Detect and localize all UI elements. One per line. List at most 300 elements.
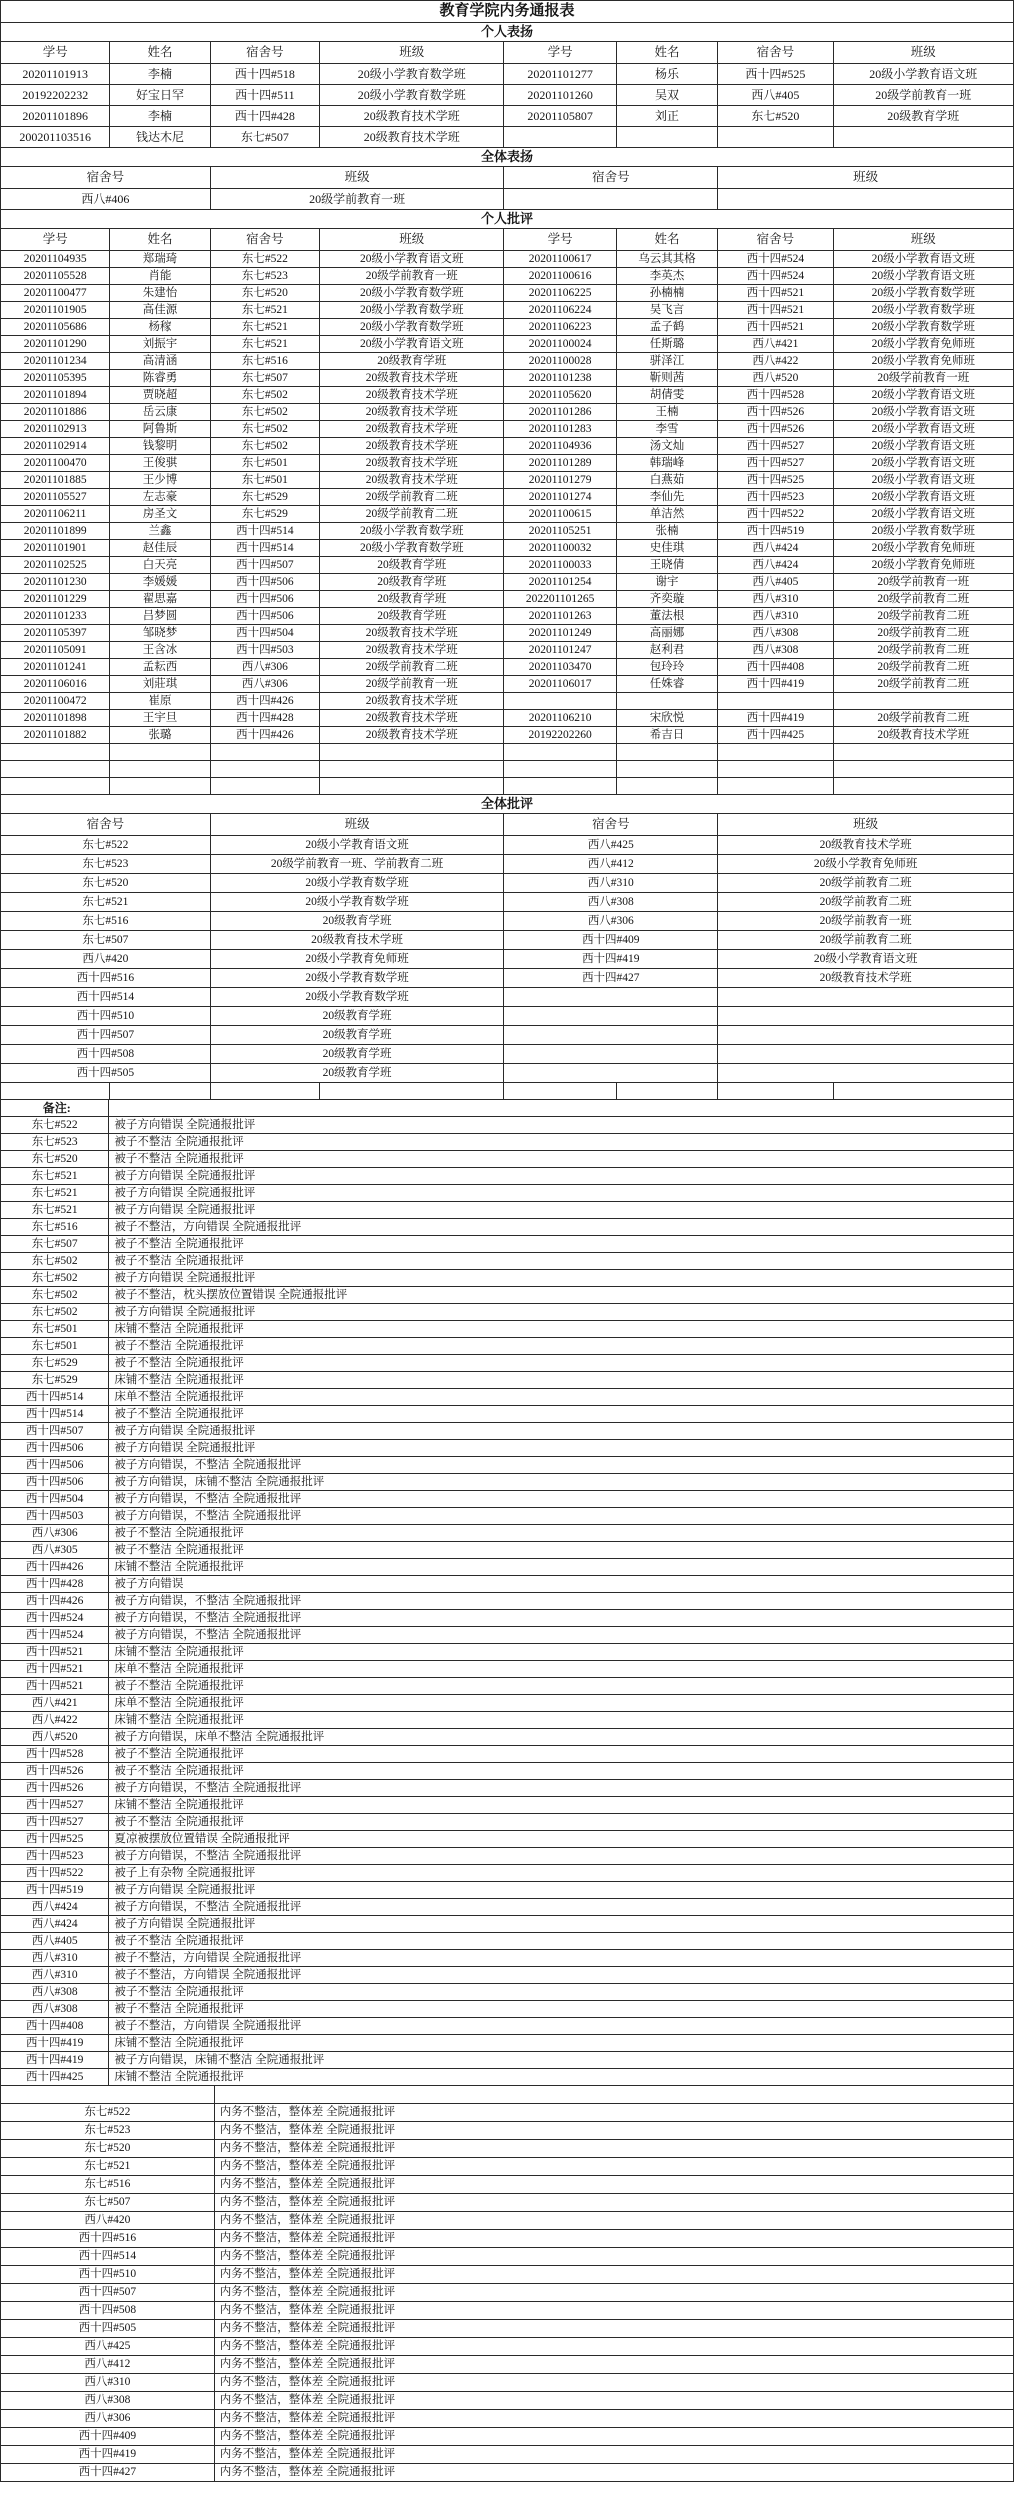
cell: 20201101905 [1,302,110,319]
table-row [1,1627,1014,1644]
cell: 西十四#519 [718,523,833,540]
header-cell: 宿舍号 [504,167,718,189]
cell: 20级小学教育数学班 [320,319,504,336]
header-cell: 班级 [320,42,504,64]
cell: 西十四#508 [1,2302,215,2320]
cell: 床单不整洁 全院通报批评 [109,1389,1014,1406]
cell: 西八#520 [718,370,833,387]
cell: 被子不整洁，方向错误 全院通报批评 [109,1967,1014,1984]
cell: 东七#520 [1,874,211,893]
cell: 20级学前教育二班 [833,591,1013,608]
table-row [1,2464,1014,2482]
cell: 西十四#510 [1,1007,211,1026]
table-row [1,778,1014,795]
cell: 西十四#514 [1,1389,109,1406]
cell: 20201101882 [1,727,110,744]
table-row [1,1007,1014,1026]
header-cell: 学号 [1,229,110,251]
cell: 西十四#419 [1,2446,215,2464]
cell: 被子不整洁 全院通报批评 [109,1763,1014,1780]
table-row [1,370,1014,387]
cell: 被子方向错误 全院通报批评 [109,1117,1014,1134]
cell: 20201102525 [1,557,110,574]
table-row [1,2069,1014,2086]
cell: 20级教育技术学班 [320,727,504,744]
cell: 东七#502 [1,1270,109,1287]
cell: 赵佳辰 [110,540,210,557]
cell: 20201101898 [1,710,110,727]
header-cell: 姓名 [616,229,717,251]
cell: 阿鲁斯 [110,421,210,438]
cell: 齐奕璇 [616,591,717,608]
table-row [1,2446,1014,2464]
cell: 孟子鹤 [616,319,717,336]
cell: 杨乐 [616,64,717,85]
cell: 20级学前教育二班 [833,710,1013,727]
cell: 吴双 [616,85,717,106]
cell: 20级学前教育二班 [833,642,1013,659]
cell: 20级学前教育一班 [320,676,504,693]
cell: 汤文灿 [616,438,717,455]
cell: 被子方向错误 全院通报批评 [109,1916,1014,1933]
table-row [1,642,1014,659]
cell: 西十四#514 [210,523,319,540]
cell: 王宇旦 [110,710,210,727]
table-row [1,893,1014,912]
cell: 内务不整洁，整体差 全院通报批评 [214,2320,1013,2338]
cell: 王含冰 [110,642,210,659]
cell: 西十四#428 [210,106,319,127]
cell: 20201101894 [1,387,110,404]
cell [718,778,833,795]
cell: 胡倩雯 [616,387,717,404]
header-cell: 姓名 [110,42,210,64]
table-row [1,1848,1014,1865]
cell: 东七#520 [1,1151,109,1168]
cell: 西十四#506 [1,1457,109,1474]
table-row [1,2194,1014,2212]
table-row [1,1763,1014,1780]
header-cell: 宿舍号 [718,229,833,251]
cell: 西八#306 [210,659,319,676]
table-row [1,1045,1014,1064]
table-row [1,1593,1014,1610]
cell: 被子不整洁，方向错误 全院通报批评 [109,2018,1014,2035]
cell: 董法根 [616,608,717,625]
table-row [1,1865,1014,1882]
table-row [1,2158,1014,2176]
cell: 西十四#419 [1,2052,109,2069]
cell: 20级小学教育语文班 [833,268,1013,285]
cell [718,1026,1014,1045]
cell: 东七#521 [210,336,319,353]
cell: 20级学前教育一班 [210,189,504,210]
cell: 被子不整洁 全院通报批评 [109,1236,1014,1253]
cell: 夏凉被摆放位置错误 全院通报批评 [109,1831,1014,1848]
cell: 内务不整洁，整体差 全院通报批评 [214,2392,1013,2410]
cell [210,761,319,778]
cell: 西十四#503 [210,642,319,659]
cell: 东七#516 [1,1219,109,1236]
cell: 20201101254 [504,574,616,591]
cell: 被子方向错误 全院通报批评 [109,1202,1014,1219]
cell: 东七#523 [210,268,319,285]
cell [504,1083,616,1100]
cell: 20201101899 [1,523,110,540]
cell: 内务不整洁，整体差 全院通报批评 [214,2284,1013,2302]
cell: 东七#529 [1,1355,109,1372]
cell: 被子方向错误，床铺不整洁 全院通报批评 [109,1474,1014,1491]
cell: 20201104936 [504,438,616,455]
cell: 兰鑫 [110,523,210,540]
table-row [1,251,1014,268]
table-row [1,1270,1014,1287]
cell: 20级小学教育语文班 [833,472,1013,489]
header-row [1,229,1014,251]
cell [110,744,210,761]
cell: 20201100033 [504,557,616,574]
cell: 西十四#526 [718,404,833,421]
cell: 20201106225 [504,285,616,302]
table-row [1,106,1014,127]
cell: 20级教育学班 [320,574,504,591]
remarks-label-table [0,1099,1014,1117]
cell: 20级教育技术学班 [718,836,1014,855]
header-row [1,814,1014,836]
cell: 贾晓超 [110,387,210,404]
cell: 王晓倩 [616,557,717,574]
table-row [1,1559,1014,1576]
cell: 西十四#523 [1,1848,109,1865]
cell: 被子方向错误，不整洁 全院通报批评 [109,1899,1014,1916]
cell: 钱黎明 [110,438,210,455]
cell: 西十四#425 [718,727,833,744]
cell: 20级学前教育一班 [833,370,1013,387]
table-row [1,1168,1014,1185]
cell [210,744,319,761]
cell: 20201102914 [1,438,110,455]
cell: 20级小学教育语文班 [833,404,1013,421]
cell: 西八#425 [1,2338,215,2356]
table-row [1,387,1014,404]
cell: 20级学前教育一班、学前教育二班 [210,855,504,874]
cell: 西八#310 [1,2374,215,2392]
cell: 西十四#516 [1,2230,215,2248]
cell: 被子方向错误 全院通报批评 [109,1270,1014,1287]
cell: 床铺不整洁 全院通报批评 [109,2035,1014,2052]
cell: 内务不整洁，整体差 全院通报批评 [214,2248,1013,2266]
cell: 20级教育学班 [210,1045,504,1064]
cell: 东七#502 [210,438,319,455]
cell: 西八#306 [1,1525,109,1542]
cell: 20级教育学班 [210,912,504,931]
header-row [1,42,1014,64]
cell: 20201100615 [504,506,616,523]
cell: 西十四#507 [1,2284,215,2302]
cell [110,778,210,795]
table-row [1,1525,1014,1542]
table-row [1,540,1014,557]
table-row [1,489,1014,506]
cell: 西十四#527 [718,438,833,455]
cell: 西十四#516 [1,969,211,988]
cell: 床铺不整洁 全院通报批评 [109,1797,1014,1814]
cell: 左志豪 [110,489,210,506]
table-row [1,1678,1014,1695]
cell: 西八#310 [718,608,833,625]
cell: 20201102913 [1,421,110,438]
cell: 李英杰 [616,268,717,285]
cell: 内务不整洁，整体差 全院通报批评 [214,2104,1013,2122]
cell [718,1083,833,1100]
cell: 被子方向错误，不整洁 全院通报批评 [109,1491,1014,1508]
cell: 20201100617 [504,251,616,268]
cell: 20201106211 [1,506,110,523]
cell: 20级学前教育二班 [718,874,1014,893]
cell: 20级教育技术学班 [320,455,504,472]
remarks-label-row [1,1100,1014,1117]
cell [718,1045,1014,1064]
cell: 20级小学教育数学班 [833,319,1013,336]
table-row [1,1661,1014,1678]
cell: 内务不整洁，整体差 全院通报批评 [214,2428,1013,2446]
cell: 20201106210 [504,710,616,727]
cell: 任斯璐 [616,336,717,353]
cell [616,127,717,148]
table-row [1,1117,1014,1134]
table-row [1,836,1014,855]
cell: 西十四#521 [1,1661,109,1678]
cell: 20级学前教育二班 [320,506,504,523]
cell: 西十四#525 [718,64,833,85]
table-row [1,1253,1014,1270]
cell: 杨稼 [110,319,210,336]
cell: 东七#523 [1,855,211,874]
cell [616,744,717,761]
cell: 房圣文 [110,506,210,523]
table-row [1,1287,1014,1304]
cell: 20201100616 [504,268,616,285]
cell: 被子方向错误 全院通报批评 [109,1423,1014,1440]
cell: 东七#516 [1,2176,215,2194]
table-row [1,1202,1014,1219]
cell: 内务不整洁，整体差 全院通报批评 [214,2230,1013,2248]
cell: 床铺不整洁 全院通报批评 [109,1712,1014,1729]
cell: 张楠 [616,523,717,540]
cell: 被子方向错误 全院通报批评 [109,1882,1014,1899]
cell: 西十四#527 [1,1814,109,1831]
table-row [1,874,1014,893]
table-row [1,523,1014,540]
cell [504,693,616,710]
cell: 宋欣悦 [616,710,717,727]
cell: 东七#529 [210,489,319,506]
table-row [1,1321,1014,1338]
table-row [1,912,1014,931]
table-row [1,608,1014,625]
table-row [1,1814,1014,1831]
table-row [1,1933,1014,1950]
cell: 20级教育学班 [320,353,504,370]
table-row [1,1797,1014,1814]
cell [504,988,718,1007]
cell: 西十四#409 [504,931,718,950]
cell: 20级学前教育一班 [320,268,504,285]
cell: 西八#310 [504,874,718,893]
cell [718,189,1014,210]
cell: 内务不整洁，整体差 全院通报批评 [214,2140,1013,2158]
table-row [1,1746,1014,1763]
table-row [1,744,1014,761]
cell: 东七#507 [1,1236,109,1253]
cell: 西十四#504 [1,1491,109,1508]
table-row [1,1644,1014,1661]
cell: 西八#308 [1,2392,215,2410]
cell: 西八#306 [504,912,718,931]
cell: 20级小学教育数学班 [210,893,504,912]
cell: 20级教育技术学班 [320,625,504,642]
cell: 20级小学教育免师班 [210,950,504,969]
cell: 西十四#505 [1,2320,215,2338]
header-cell: 学号 [504,42,616,64]
table-row [1,421,1014,438]
page-title: 教育学院内务通报表 [0,0,1014,23]
cell: 20级小学教育数学班 [320,523,504,540]
cell: 乌云其其格 [616,251,717,268]
cell: 20级小学教育语文班 [833,506,1013,523]
cell [833,693,1013,710]
cell [504,1026,718,1045]
cell: 被子方向错误，不整洁 全院通报批评 [109,1780,1014,1797]
cell: 20级小学教育数学班 [320,285,504,302]
cell [833,1083,1013,1100]
cell: 20201101289 [504,455,616,472]
cell: 李楠 [110,106,210,127]
cell: 西十四#504 [210,625,319,642]
cell [1,778,110,795]
cell: 20级小学教育语文班 [833,387,1013,404]
group-praise-table [0,166,1014,210]
table-row [1,1372,1014,1389]
cell: 西十四#524 [1,1610,109,1627]
cell: 李仙先 [616,489,717,506]
cell: 20201101286 [504,404,616,421]
cell: 西十四#521 [718,319,833,336]
table-row [1,2035,1014,2052]
cell: 20201105527 [1,489,110,506]
cell [833,778,1013,795]
cell: 西十四#419 [718,710,833,727]
table-row [1,1916,1014,1933]
cell: 东七#523 [1,1134,109,1151]
cell [718,744,833,761]
section-title-group-criticism: 全体批评 [0,794,1014,814]
cell: 西十四#507 [210,557,319,574]
cell: 20201101290 [1,336,110,353]
cell: 白燕茹 [616,472,717,489]
cell [504,778,616,795]
cell: 西十四#427 [1,2464,215,2482]
cell: 西十四#506 [210,574,319,591]
table-row [1,1508,1014,1525]
section-title-individual-praise: 个人表扬 [0,22,1014,42]
cell: 西八#412 [1,2356,215,2374]
table-row [1,676,1014,693]
cell: 东七#507 [210,127,319,148]
header-cell: 班级 [833,42,1013,64]
table-row [1,404,1014,421]
header-cell: 宿舍号 [210,229,319,251]
table-row [1,2140,1014,2158]
cell: 20201100028 [504,353,616,370]
table-row [1,1899,1014,1916]
cell: 20级教育技术学班 [320,421,504,438]
table-row [1,268,1014,285]
cell: 20级教育学班 [320,608,504,625]
cell: 西十四#426 [210,727,319,744]
cell: 20192202232 [1,85,110,106]
table-row [1,1729,1014,1746]
cell: 20201101260 [504,85,616,106]
cell: 西十四#408 [718,659,833,676]
cell [718,693,833,710]
table-row [1,336,1014,353]
cell: 王少博 [110,472,210,489]
cell [833,127,1013,148]
table-row [1,1882,1014,1899]
cell: 内务不整洁，整体差 全院通报批评 [214,2374,1013,2392]
cell: 西十四#526 [1,1763,109,1780]
cell: 20201101901 [1,540,110,557]
cell: 东七#522 [210,251,319,268]
cell: 202201101265 [504,591,616,608]
cell: 20201101263 [504,608,616,625]
cell: 20192202260 [504,727,616,744]
cell: 东七#516 [210,353,319,370]
cell: 西八#520 [1,1729,109,1746]
cell: 西十四#521 [1,1678,109,1695]
cell: 西十四#419 [718,676,833,693]
cell: 20级教育技术学班 [320,106,504,127]
cell: 朱建怡 [110,285,210,302]
cell: 20201100032 [504,540,616,557]
cell: 被子不整洁 全院通报批评 [109,1746,1014,1763]
cell: 20级教育技术学班 [320,438,504,455]
cell: 20级教育技术学班 [320,404,504,421]
header-cell: 宿舍号 [1,814,211,836]
cell: 东七#501 [1,1321,109,1338]
cell: 20201100470 [1,455,110,472]
cell: 20201101241 [1,659,110,676]
cell: 骈泽江 [616,353,717,370]
cell [504,744,616,761]
cell: 20201106223 [504,319,616,336]
cell: 被子方向错误 全院通报批评 [109,1304,1014,1321]
cell: 20级小学教育数学班 [320,540,504,557]
header-cell: 学号 [1,42,110,64]
cell: 西十四#408 [1,2018,109,2035]
cell: 西八#420 [1,2212,215,2230]
cell: 西八#405 [718,85,833,106]
cell: 被子方向错误 全院通报批评 [109,1440,1014,1457]
cell: 钱达木尼 [110,127,210,148]
cell: 被子不整洁 全院通报批评 [109,1933,1014,1950]
cell: 20201100024 [504,336,616,353]
table-row [1,931,1014,950]
table-row [1,455,1014,472]
cell [504,761,616,778]
cell: 高丽娜 [616,625,717,642]
